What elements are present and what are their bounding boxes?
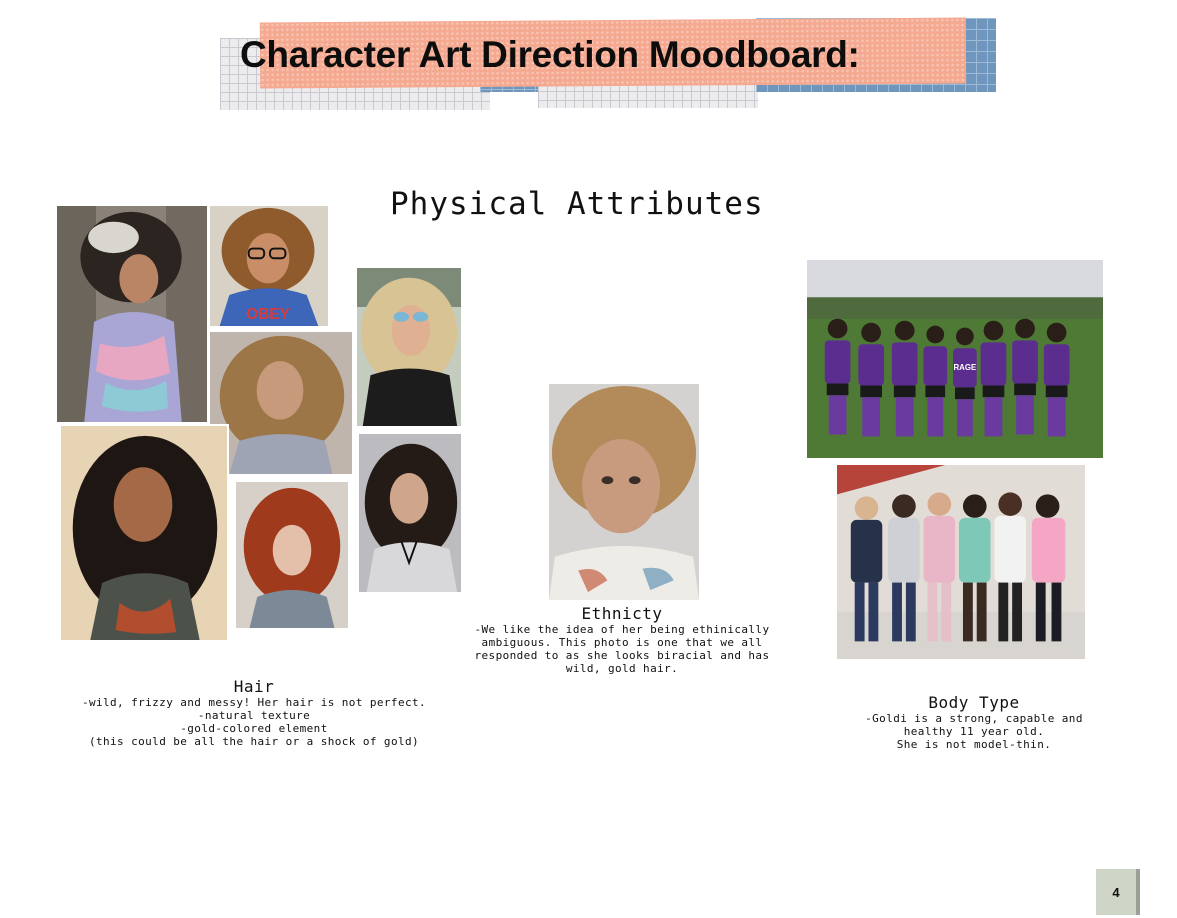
- hair-caption: [54, 678, 454, 748]
- shirt-logo-text: OBEY: [246, 306, 290, 324]
- hair-photo-long-curly: [59, 424, 229, 642]
- hair-caption-line-3: -gold-colored element: [180, 722, 328, 735]
- ethnicity-caption-line-1: -We like the idea of her being ethinically: [474, 623, 770, 636]
- body-type-caption-line-2: healthy 11 year old.: [903, 725, 1045, 738]
- ethnicity-caption-line-3: responded to as she looks biracial and has: [474, 649, 770, 662]
- team-name-text: RAGE: [953, 362, 977, 372]
- ethnicity-photo: [547, 382, 701, 602]
- page-number: 4: [1096, 869, 1140, 915]
- hair-photo-curly-selfie: [208, 330, 354, 476]
- hair-caption-title: Hair: [233, 677, 275, 696]
- ethnicity-caption-line-4: wild, gold hair.: [565, 662, 679, 675]
- hair-photo-dark-curly: [357, 432, 463, 594]
- section-heading: Physical Attributes: [390, 186, 764, 222]
- page-title: Character Art Direction Moodboard:: [240, 34, 860, 75]
- body-type-caption-line-1: -Goldi is a strong, capable and: [865, 712, 1083, 725]
- ethnicity-caption: [442, 605, 802, 675]
- hair-photo-glasses: [208, 204, 330, 328]
- title-banner: [220, 16, 996, 112]
- hair-photo-red-curly: [234, 480, 350, 630]
- body-photo-soccer-team: [805, 258, 1105, 460]
- hair-caption-line-4: (this could be all the hair or a shock of gold): [88, 735, 420, 748]
- hair-photo-sunglasses: [355, 266, 463, 428]
- body-type-caption-title: Body Type: [928, 693, 1020, 712]
- ethnicity-caption-line-2: ambiguous. This photo is one that we all: [481, 636, 763, 649]
- body-photo-girls-group: [835, 463, 1087, 661]
- hair-photo-tree: [55, 204, 209, 424]
- body-type-caption-line-3: She is not model-thin.: [896, 738, 1052, 751]
- ethnicity-caption-title: Ethnicty: [581, 604, 663, 623]
- body-type-caption: [832, 694, 1116, 751]
- hair-caption-line-1: -wild, frizzy and messy! Her hair is not perfect.: [81, 696, 427, 709]
- hair-caption-line-2: -natural texture: [197, 709, 311, 722]
